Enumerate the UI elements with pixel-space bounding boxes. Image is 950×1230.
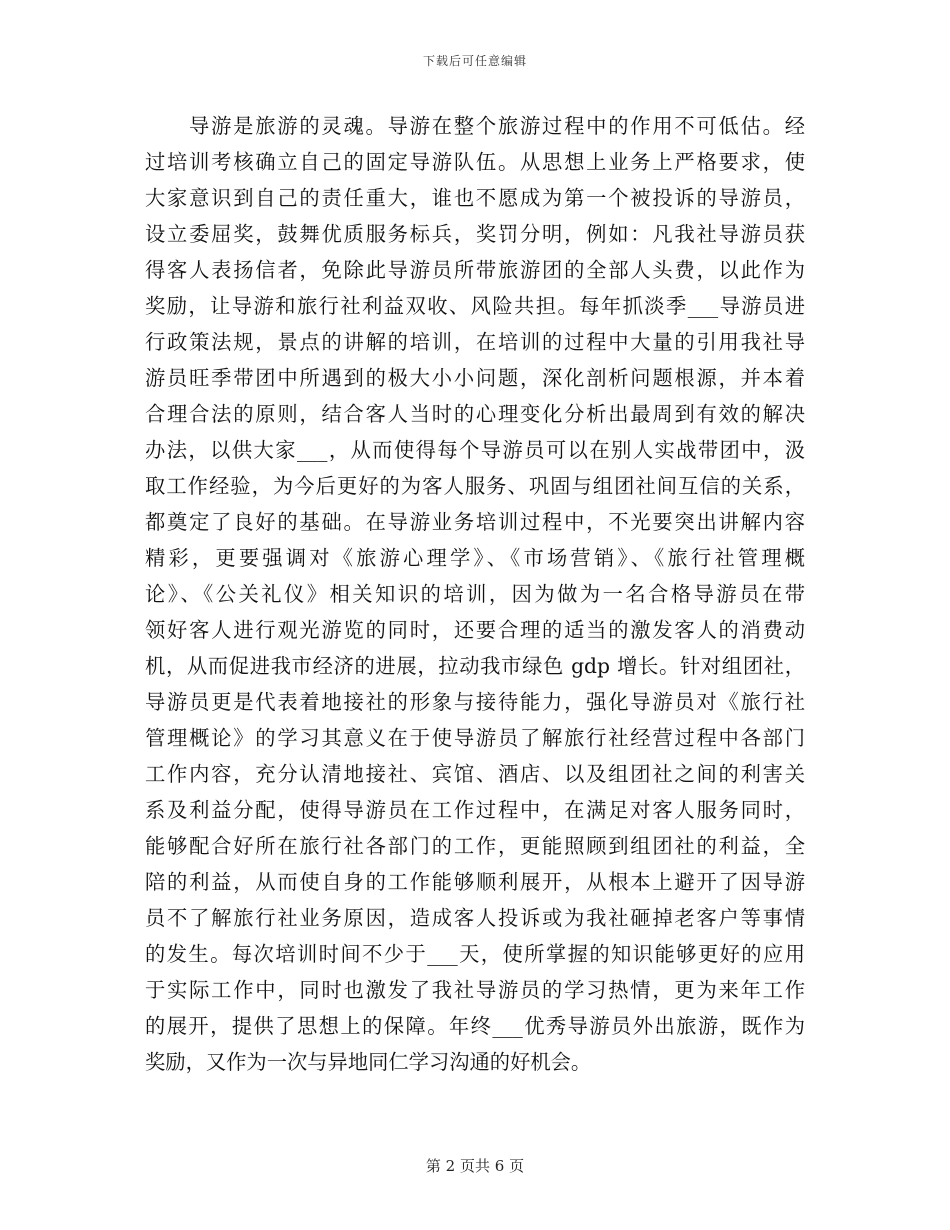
- body-line: 的发生。每次培训时间不少于___天，使所掌握的知识能够更好的应用: [145, 942, 805, 966]
- page-number: 第 2 页共 6 页: [425, 1157, 525, 1175]
- body-line: 管理概论》的学习其意义在于使导游员了解旅行社经营过程中各部门: [145, 726, 805, 750]
- body-line: 系及利益分配，使得导游员在工作过程中，在满足对客人服务同时，: [145, 798, 805, 822]
- body-line: 奖励，又作为一次与异地同仁学习沟通的好机会。: [145, 1050, 592, 1074]
- body-line: 精彩，更要强调对《旅游心理学》、《市场营销》、《旅行社管理概: [145, 546, 805, 570]
- body-line: 工作内容，充分认清地接社、宾馆、酒店、以及组团社之间的利害关: [145, 762, 805, 786]
- page-header: 下载后可任意编辑: [422, 54, 527, 68]
- body-line: 奖励，让导游和旅行社利益双收、风险共担。每年抓淡季___导游员进: [145, 294, 805, 318]
- body-line: 取工作经验，为今后更好的为客人服务、巩固与组团社间互信的关系，: [145, 474, 805, 498]
- body-line: 导游员更是代表着地接社的形象与接待能力，强化导游员对《旅行社: [145, 690, 805, 714]
- body-line: 领好客人进行观光游览的同时，还要合理的适当的激发客人的消费动: [145, 618, 805, 642]
- body-line: 陪的利益，从而使自身的工作能够顺利展开，从根本上避开了因导游: [145, 870, 805, 894]
- body-line: 过培训考核确立自己的固定导游队伍。从思想上业务上严格要求，使: [145, 150, 805, 174]
- body-line: 机，从而促进我市经济的进展，拉动我市绿色 gdp 增长。针对组团社，: [145, 654, 805, 678]
- body-line: 得客人表扬信者，免除此导游员所带旅游团的全部人头费，以此作为: [145, 258, 805, 282]
- body-line: 导游是旅游的灵魂。导游在整个旅游过程中的作用不可低估。经: [189, 114, 805, 138]
- body-line: 办法，以供大家___，从而使得每个导游员可以在别人实战带团中，汲: [145, 438, 805, 462]
- body-line: 合理合法的原则，结合客人当时的心理变化分析出最周到有效的解决: [145, 402, 805, 426]
- body-line: 能够配合好所在旅行社各部门的工作，更能照顾到组团社的利益，全: [145, 834, 805, 858]
- body-line: 论》、《公关礼仪》相关知识的培训，因为做为一名合格导游员在带: [145, 582, 805, 606]
- body-line: 行政策法规，景点的讲解的培训，在培训的过程中大量的引用我社导: [145, 330, 805, 354]
- body-line: 都奠定了良好的基础。在导游业务培训过程中，不光要突出讲解内容: [145, 510, 805, 534]
- body-line: 于实际工作中，同时也激发了我社导游员的学习热情，更为来年工作: [145, 978, 805, 1002]
- body-line: 设立委屈奖，鼓舞优质服务标兵，奖罚分明，例如：凡我社导游员获: [145, 222, 805, 246]
- body-line: 大家意识到自己的责任重大，谁也不愿成为第一个被投诉的导游员，: [145, 186, 805, 210]
- body-line: 员不了解旅行社业务原因，造成客人投诉或为我社砸掉老客户等事情: [145, 906, 805, 930]
- body-line: 的展开，提供了思想上的保障。年终___优秀导游员外出旅游，既作为: [145, 1014, 805, 1038]
- body-line: 游员旺季带团中所遇到的极大小小问题，深化剖析问题根源，并本着: [145, 366, 805, 390]
